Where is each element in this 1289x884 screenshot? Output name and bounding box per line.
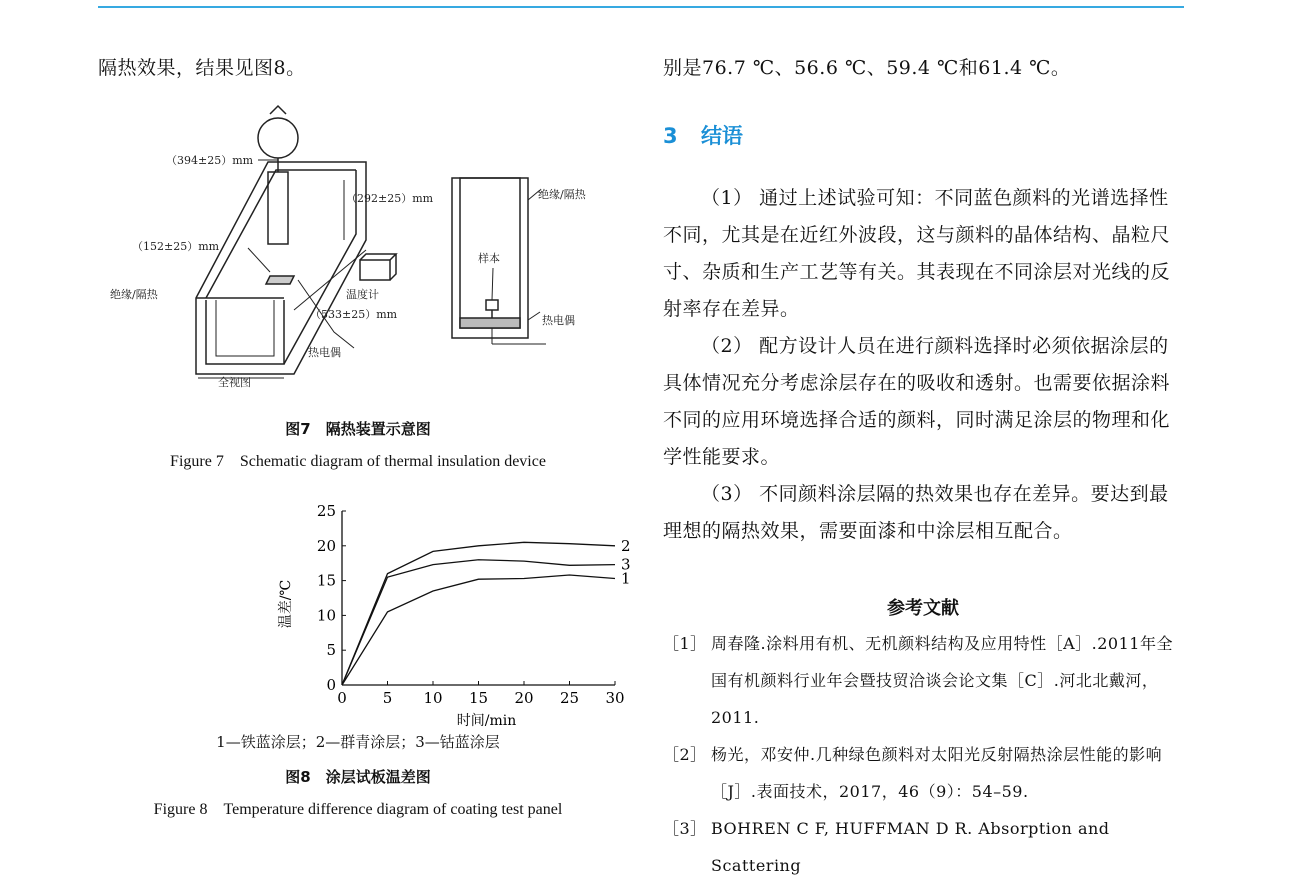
y-tick-label: 25 (316, 502, 336, 520)
label-insulation-left: 绝缘/隔热 (110, 288, 158, 301)
conclusion-paragraph-1: （1） 通过上述试验可知：不同蓝色颜料的光谱选择性不同，尤其是在近红外波段，这与颜料的晶体结构、晶粒尺寸、杂质和生产工艺等有关。其表现在不同涂层对光线的反射率存在差异。 (663, 187, 1171, 320)
x-tick-label: 15 (468, 689, 489, 707)
label-insulation-right: 绝缘/隔热 (538, 188, 586, 201)
x-tick-label: 0 (337, 689, 347, 707)
label-dim533: （533±25）mm (310, 308, 398, 321)
reference-number: ［1］ (663, 634, 707, 653)
lamp-bulb (258, 118, 298, 158)
label-dim292: （292±25）mm (346, 192, 434, 205)
reference-number: ［3］ (663, 819, 707, 838)
label-thermometer: 温度计 (346, 288, 379, 301)
label-sample: 样本 (478, 252, 500, 265)
y-axis-label: 温差/℃ (278, 579, 294, 629)
references-title: 参考文献 (887, 598, 959, 619)
label-dim152: （152±25）mm (132, 240, 220, 253)
section-number: 3 (663, 124, 678, 148)
reference-item (663, 736, 1183, 810)
figure-7-caption-cn: 图7 隔热装置示意图 (285, 420, 431, 438)
y-tick-label: 5 (326, 641, 336, 660)
x-tick-label: 20 (514, 689, 534, 707)
left-column (98, 0, 631, 852)
label-full-view: 全视图 (218, 376, 251, 389)
y-tick-label: 15 (316, 571, 336, 590)
series-line-3 (342, 560, 615, 685)
section-title: 结语 (700, 124, 743, 148)
continued-text: 别是76.7 ℃、56.6 ℃、59.4 ℃和61.4 ℃。 (663, 57, 1071, 79)
x-tick-label: 5 (382, 689, 393, 707)
x-tick-label: 10 (423, 689, 443, 707)
box-outline (196, 162, 366, 374)
reference-text: BOHREN C F, HUFFMAN D R. Absorption and Scattering (711, 819, 1110, 875)
section-heading (663, 120, 743, 150)
series-label-2: 2 (621, 536, 631, 555)
x-tick-label: 30 (605, 689, 625, 707)
reference-number: ［2］ (663, 745, 707, 764)
series-label-1: 1 (621, 569, 631, 588)
x-tick-label: 25 (559, 689, 580, 707)
reference-text: 周春隆.涂料用有机、无机颜料结构及应用特性［A］.2011年全国有机颜料行业年会暨技贸洽谈会论文集［C］.河北北戴河，2011. (711, 634, 1173, 727)
conclusion-body (663, 180, 1183, 550)
reference-item (663, 625, 1183, 736)
references-list (663, 625, 1183, 884)
y-tick-label: 20 (316, 536, 336, 555)
y-tick-label: 10 (316, 606, 336, 625)
reference-text: 杨光，邓安仲.几种绿色颜料对太阳光反射隔热涂层性能的影响［J］.表面技术，2017，46（9）：54–59. (711, 745, 1163, 801)
series-line-1 (342, 575, 615, 685)
conclusion-paragraph-2: （2） 配方设计人员在进行颜料选择时必须依据涂层的具体情况充分考虑涂层存在的吸收和透射。也需要依据涂料不同的应用环境选择合适的颜料，同时满足涂层的物理和化学性能要求。 (663, 335, 1171, 468)
conclusion-paragraph-3: （3） 不同颜料涂层隔的热效果也存在差异。要达到最理想的隔热效果，需要面漆和中涂层相互配合。 (663, 483, 1169, 542)
intro-text: 隔热效果，结果见图8。 (98, 57, 306, 79)
reference-item (663, 810, 1183, 884)
figure-7-caption-en: Figure 7 Schematic diagram of thermal insulation device (170, 453, 546, 470)
figure-8-legend: 1—铁蓝涂层；2—群青涂层；3—钴蓝涂层 (216, 733, 500, 751)
series-line-2 (342, 542, 615, 685)
y-tick-label: 0 (326, 676, 336, 694)
label-thermocouple-right: 热电偶 (542, 314, 575, 327)
label-thermocouple-left: 热电偶 (308, 346, 341, 359)
figure-7-diagram (98, 100, 618, 400)
label-dim394: （394±25）mm (166, 154, 254, 167)
figure-8-caption-cn: 图8 涂层试板温差图 (285, 768, 431, 786)
series-label-3: 3 (621, 555, 631, 574)
right-column (663, 0, 1188, 875)
figure-8-chart (98, 495, 631, 745)
figure-8-caption-en: Figure 8 Temperature difference diagram of coating test panel (153, 801, 563, 818)
x-axis-label: 时间/min (456, 713, 517, 729)
